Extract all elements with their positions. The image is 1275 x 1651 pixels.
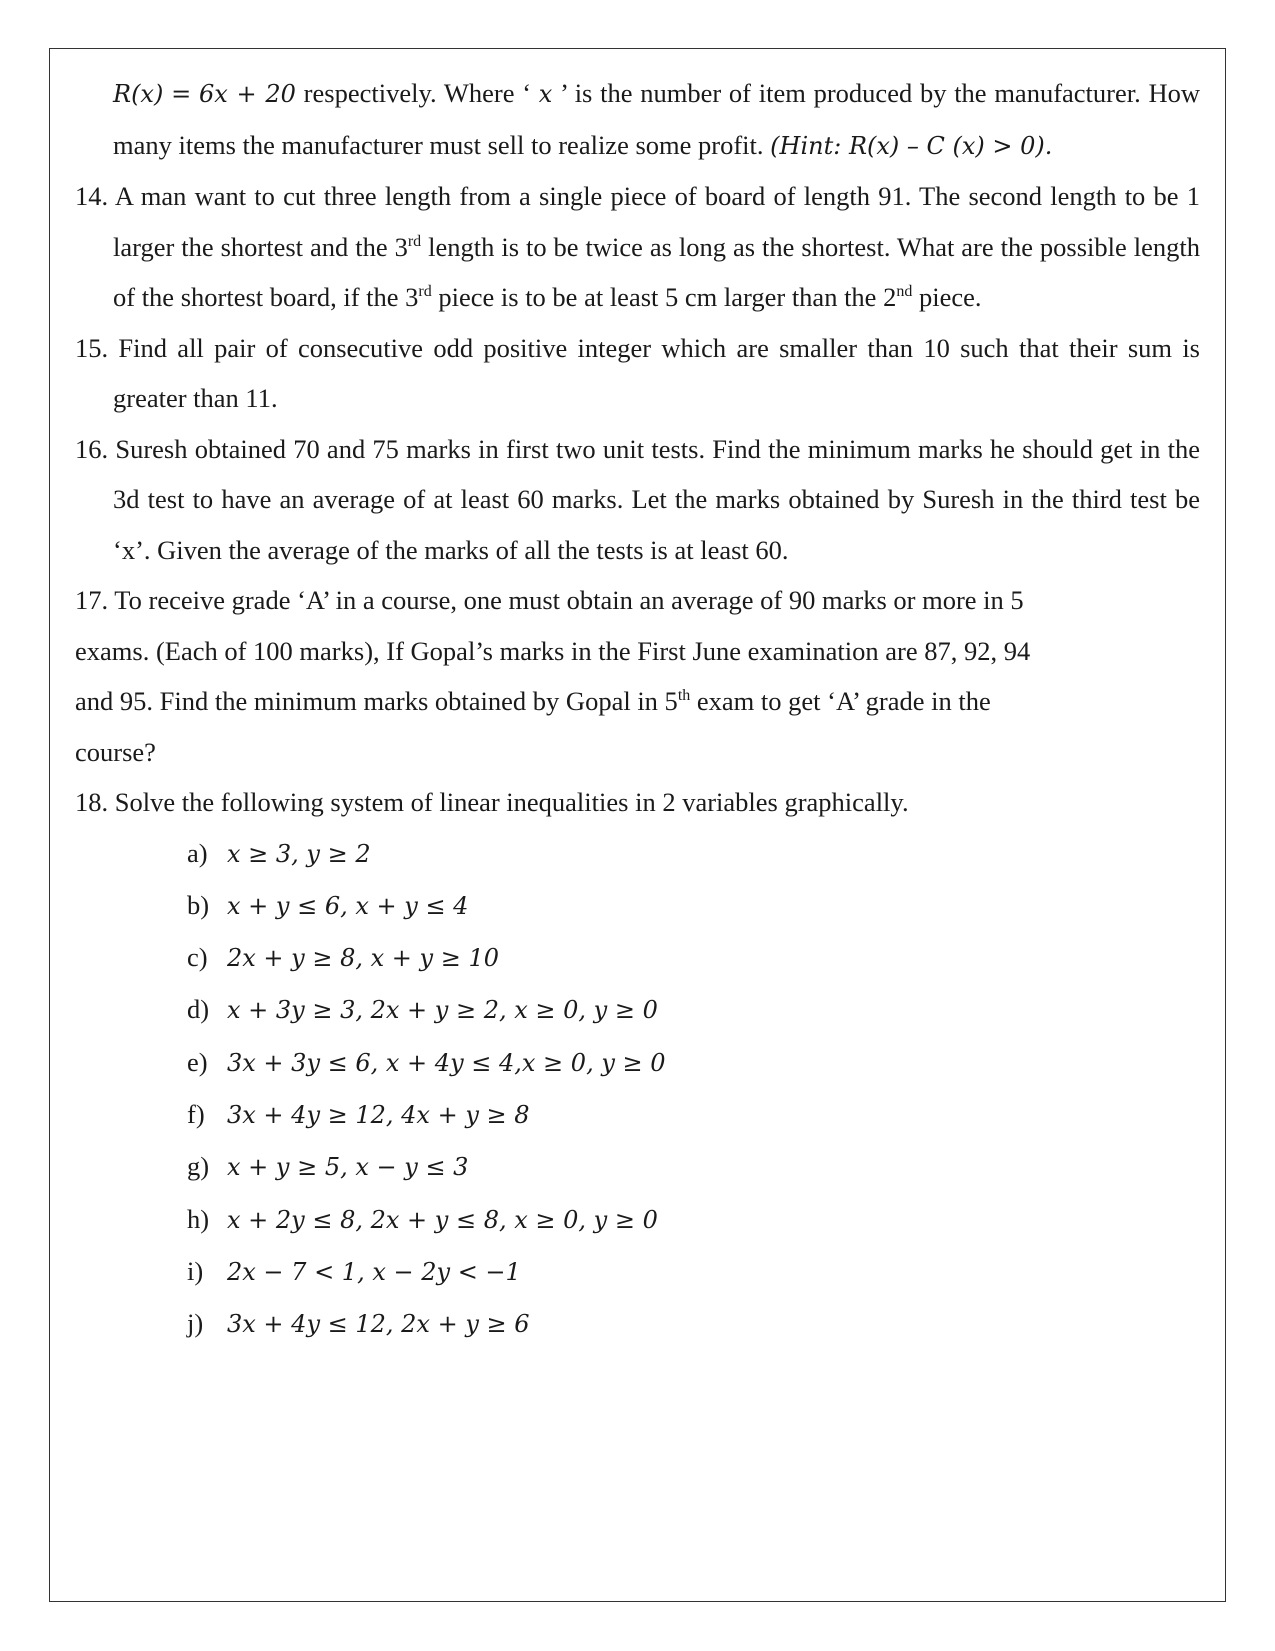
- list-item: a) x ≥ 3, y ≥ 2: [187, 837, 371, 868]
- list-item: d) x + 3y ≥ 3, 2x + y ≥ 2, x ≥ 0, y ≥ 0: [187, 994, 658, 1025]
- list-item: f) 3x + 4y ≥ 12, 4x + y ≥ 8: [187, 1098, 530, 1129]
- question-18: 18. Solve the following system of linear inequalities in 2 variables graphically.: [75, 787, 909, 817]
- list-item: h) x + 2y ≤ 8, 2x + y ≤ 8, x ≥ 0, y ≥ 0: [187, 1203, 658, 1234]
- list-item: i) 2x − 7 < 1, x − 2y < −1: [187, 1255, 521, 1286]
- list-item: j) 3x + 4y ≤ 12, 2x + y ≥ 6: [187, 1308, 530, 1339]
- list-item: g) x + y ≥ 5, x − y ≤ 3: [187, 1151, 469, 1182]
- list-item: e) 3x + 3y ≤ 6, x + 4y ≤ 4,x ≥ 0, y ≥ 0: [187, 1046, 666, 1077]
- inequality-list: [75, 828, 1200, 1351]
- hint-expression: : R(x) – C (x) > 0).: [833, 131, 1053, 160]
- question-13-continuation: R(x) = 6x + 20 respectively. Where ‘ x ’ is the number of item produced by the manufacturer. How many items the manufacturer must sell to realize some profit. (Hint: R(x) – C (x) > 0).: [113, 78, 1200, 160]
- revenue-function: R(x): [113, 80, 164, 108]
- question-15: 15. Find all pair of consecutive odd positive integer which are smaller than 10 such that their sum is greater than 11.: [75, 332, 1200, 413]
- document-body: [75, 68, 1200, 1350]
- question-17: 17. To receive grade ‘A’ in a course, one must obtain an average of 90 marks or more in 5 exams. (Each of 100 marks), If Gopal’s marks in the First June examination are 87, 92, 94 and 95. Find the minimum marks obtained by Gopal in 5th exam to get ‘A’ grade in the course?: [75, 585, 1031, 767]
- question-14: 14. A man want to cut three length from a single piece of board of length 91. The second length to be 1 larger the shortest and the 3rd length is to be twice as long as the shortest. What are the possible length of the shortest board, if the 3rd piece is to be at least 5 cm larger than the 2nd piece.: [75, 181, 1200, 312]
- list-item: b) x + y ≤ 6, x + y ≤ 4: [187, 889, 469, 920]
- hint-label: (Hint: [770, 131, 834, 160]
- revenue-expression: 6x + 20: [198, 80, 296, 108]
- list-item: c) 2x + y ≥ 8, x + y ≥ 10: [187, 942, 499, 973]
- question-16: 16. Suresh obtained 70 and 75 marks in first two unit tests. Find the minimum marks he should get in the 3d test to have an average of at least 60 marks. Let the marks obtained by Suresh in the third test be ‘x’. Given the average of the marks of all the tests is at least 60.: [75, 433, 1200, 565]
